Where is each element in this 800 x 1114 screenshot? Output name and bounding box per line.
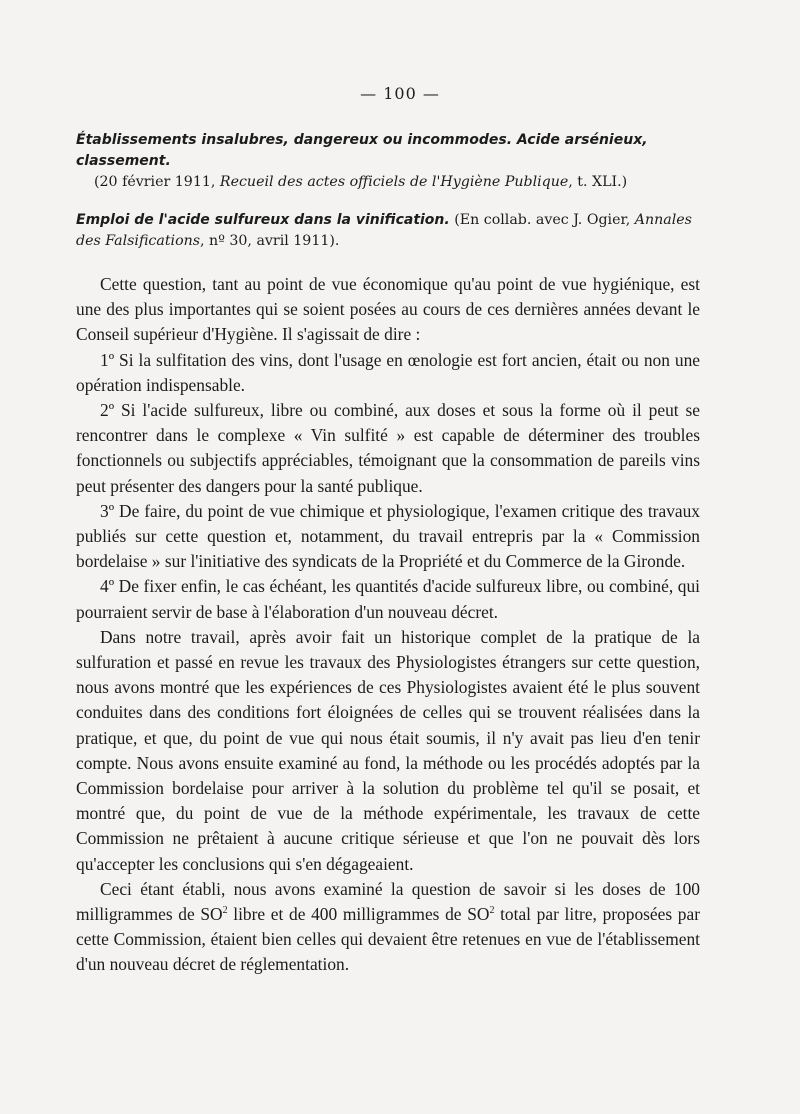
conclusion-text: Ceci étant établi, nous avons examiné la question de savoir si les doses de 100 milligrammes de SO — [76, 878, 700, 925]
paragraph-conclusion — [76, 877, 700, 978]
paragraph-point-2: 2º Si l'acide sulfureux, libre ou combiné, aux doses et sous la forme où il peut se rencontrer dans le complexe « Vin sulfité » est capable de déterminer des troubles fonctionnels ou subjectifs appréciables, témoignant que la consommation de pareils vins peut présenter des dangers pour la santé publique. — [76, 400, 700, 496]
entry-title: Établissements insalubres, dangereux ou incommodes. Acide arsénieux, classement. — [76, 132, 648, 169]
reference-journal: Recueil des actes officiels de l'Hygiène Publique — [219, 174, 569, 190]
conclusion-text: libre et de 400 milligrammes de SO — [227, 904, 490, 925]
entry-reference — [76, 172, 700, 193]
reference-issue: , nº 30, avril 1911). — [200, 233, 340, 249]
paragraph-point-4: 4º De fixer enfin, le cas échéant, les quantités d'acide sulfureux libre, ou combiné, qui pourraient servir de base à l'élaboration d'un nouveau décret. — [76, 576, 700, 622]
reference-journal: Annales des Falsifications — [76, 212, 692, 249]
conclusion-text: total par litre, proposées par cette Commission, étaient bien celles qui devaient être retenues en vue de l'établissement d'un nouveau décret de réglementation. — [76, 904, 700, 975]
superscript: 2 — [222, 905, 228, 917]
paragraph-work: Dans notre travail, après avoir fait un historique complet de la pratique de la sulfuration et passé en revue les travaux des Physiologistes étrangers sur cette question, nous avons montré que les expériences de ces Physiologistes avaient été le plus souvent conduites dans des conditions fort éloignées de celles qui se trouvent réalisées dans la pratique, et que, du point de vue qui nous était soumis, il n'y avait pas lieu d'en tenir compte. Nous avons ensuite examiné au fond, la méthode ou les procédés adoptés par la Commission bordelaise pour arriver à la solution du problème tel qu'il se posait, et montré que, du point de vue de la méthode expérimentale, les travaux de cette Commission ne prêtaient à aucune critique sérieuse et que l'on ne pouvait dès lors qu'accepter les conclusions qui s'en dégageaient. — [76, 626, 700, 874]
reference-date: (20 février 1911, — [94, 174, 220, 190]
paragraph-point-1: 1º Si la sulfitation des vins, dont l'usage en œnologie est fort ancien, était ou non une opération indispensable. — [76, 349, 700, 395]
bibliography-entry — [76, 130, 700, 193]
paragraph-intro: Cette question, tant au point de vue économique qu'au point de vue hygiénique, est une des plus importantes qui se soient posées au cours de ces dernières années devant le Conseil supérieur d'Hygiène. Il s'agissait de dire : — [76, 274, 700, 345]
reference-collab: (En collab. avec J. Ogier, — [449, 212, 635, 228]
entry-title: Emploi de l'acide sulfureux dans la vinification. — [76, 212, 450, 228]
bibliography-entry — [76, 210, 700, 252]
superscript: 2 — [489, 905, 495, 917]
paragraph-point-3: 3º De faire, du point de vue chimique et physiologique, l'examen critique des travaux publiés sur cette question et, notamment, du travail entrepris par la « Commission bordelaise » sur l'initiative des syndicats de la Propriété et du Commerce de la Gironde. — [76, 500, 700, 572]
summary-text — [76, 272, 700, 978]
reference-volume: , t. XLI.) — [568, 174, 628, 190]
page-number: — 100 — — [360, 84, 440, 103]
